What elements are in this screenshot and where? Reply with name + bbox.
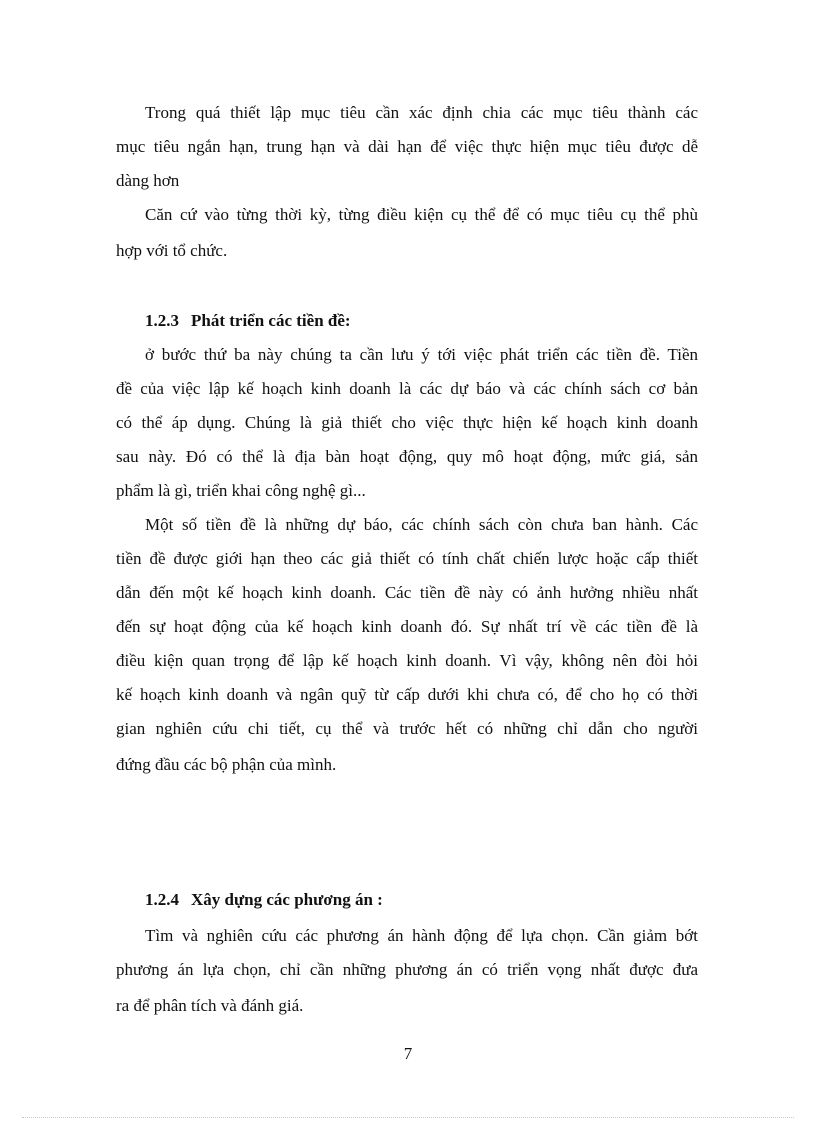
section-heading-1-2-3 (145, 311, 351, 331)
section-title: Xây dựng các phương án : (191, 890, 383, 909)
text-line: ra để phân tích và đánh giá. (116, 996, 304, 1015)
text-line: dàng hơn (116, 171, 180, 190)
text-line: Tìm và nghiên cứu các phương án hành động để lựa chọn. Cần giảm bớt (145, 926, 698, 945)
text-line: tiền đề được giới hạn theo các giả thiết có tính chất chiến lược hoặc cấp thiết (116, 549, 698, 568)
section-number: 1.2.3 (145, 311, 179, 330)
text-line: sau này. Đó có thể là địa bàn hoạt động, quy mô hoạt động, mức giá, sản (116, 447, 698, 466)
text-line: phẩm là gì, triển khai công nghệ gì... (116, 481, 366, 500)
text-line: dẫn đến một kế hoạch kinh doanh. Các tiền đề này có ảnh hưởng nhiều nhất (116, 583, 698, 602)
text-line: kế hoạch kinh doanh và ngân quỹ từ cấp dưới khi chưa có, để cho họ có thời (116, 685, 698, 704)
text-line: đứng đầu các bộ phận của mình. (116, 755, 337, 774)
section-title: Phát triển các tiền đề: (191, 311, 351, 330)
text-line: Một số tiền đề là những dự báo, các chính sách còn chưa ban hành. Các (145, 515, 698, 534)
text-line: phương án lựa chọn, chỉ cần những phương án có triển vọng nhất được đưa (116, 960, 698, 979)
text-line: đề của việc lập kế hoạch kinh doanh là các dự báo và các chính sách cơ bản (116, 379, 698, 398)
text-line: đến sự hoạt động của kế hoạch kinh doanh đó. Sự nhất trí về các tiền đề là (116, 617, 698, 636)
text-line: gian nghiên cứu chi tiết, cụ thể và trước hết có những chỉ dẫn cho người (116, 719, 698, 738)
text-line: Căn cứ vào từng thời kỳ, từng điều kiện cụ thể để có mục tiêu cụ thể phù (145, 205, 698, 224)
text-line: có thể áp dụng. Chúng là giả thiết cho việc thực hiện kế hoạch kinh doanh (116, 413, 698, 432)
text-line: ở bước thứ ba này chúng ta cần lưu ý tới việc phát triển các tiền đề. Tiền (145, 345, 698, 364)
page-bottom-divider (22, 1117, 794, 1118)
text-line: Trong quá thiết lập mục tiêu cần xác định chia các mục tiêu thành các (145, 103, 698, 122)
section-heading-1-2-4 (145, 890, 383, 910)
text-line: hợp với tổ chức. (116, 241, 228, 260)
page-number: 7 (403, 1044, 413, 1063)
text-line: mục tiêu ngắn hạn, trung hạn và dài hạn để việc thực hiện mục tiêu được dễ (116, 137, 698, 156)
section-number: 1.2.4 (145, 890, 179, 909)
text-line: điều kiện quan trọng để lập kế hoạch kinh doanh. Vì vậy, không nên đòi hỏi (116, 651, 698, 670)
